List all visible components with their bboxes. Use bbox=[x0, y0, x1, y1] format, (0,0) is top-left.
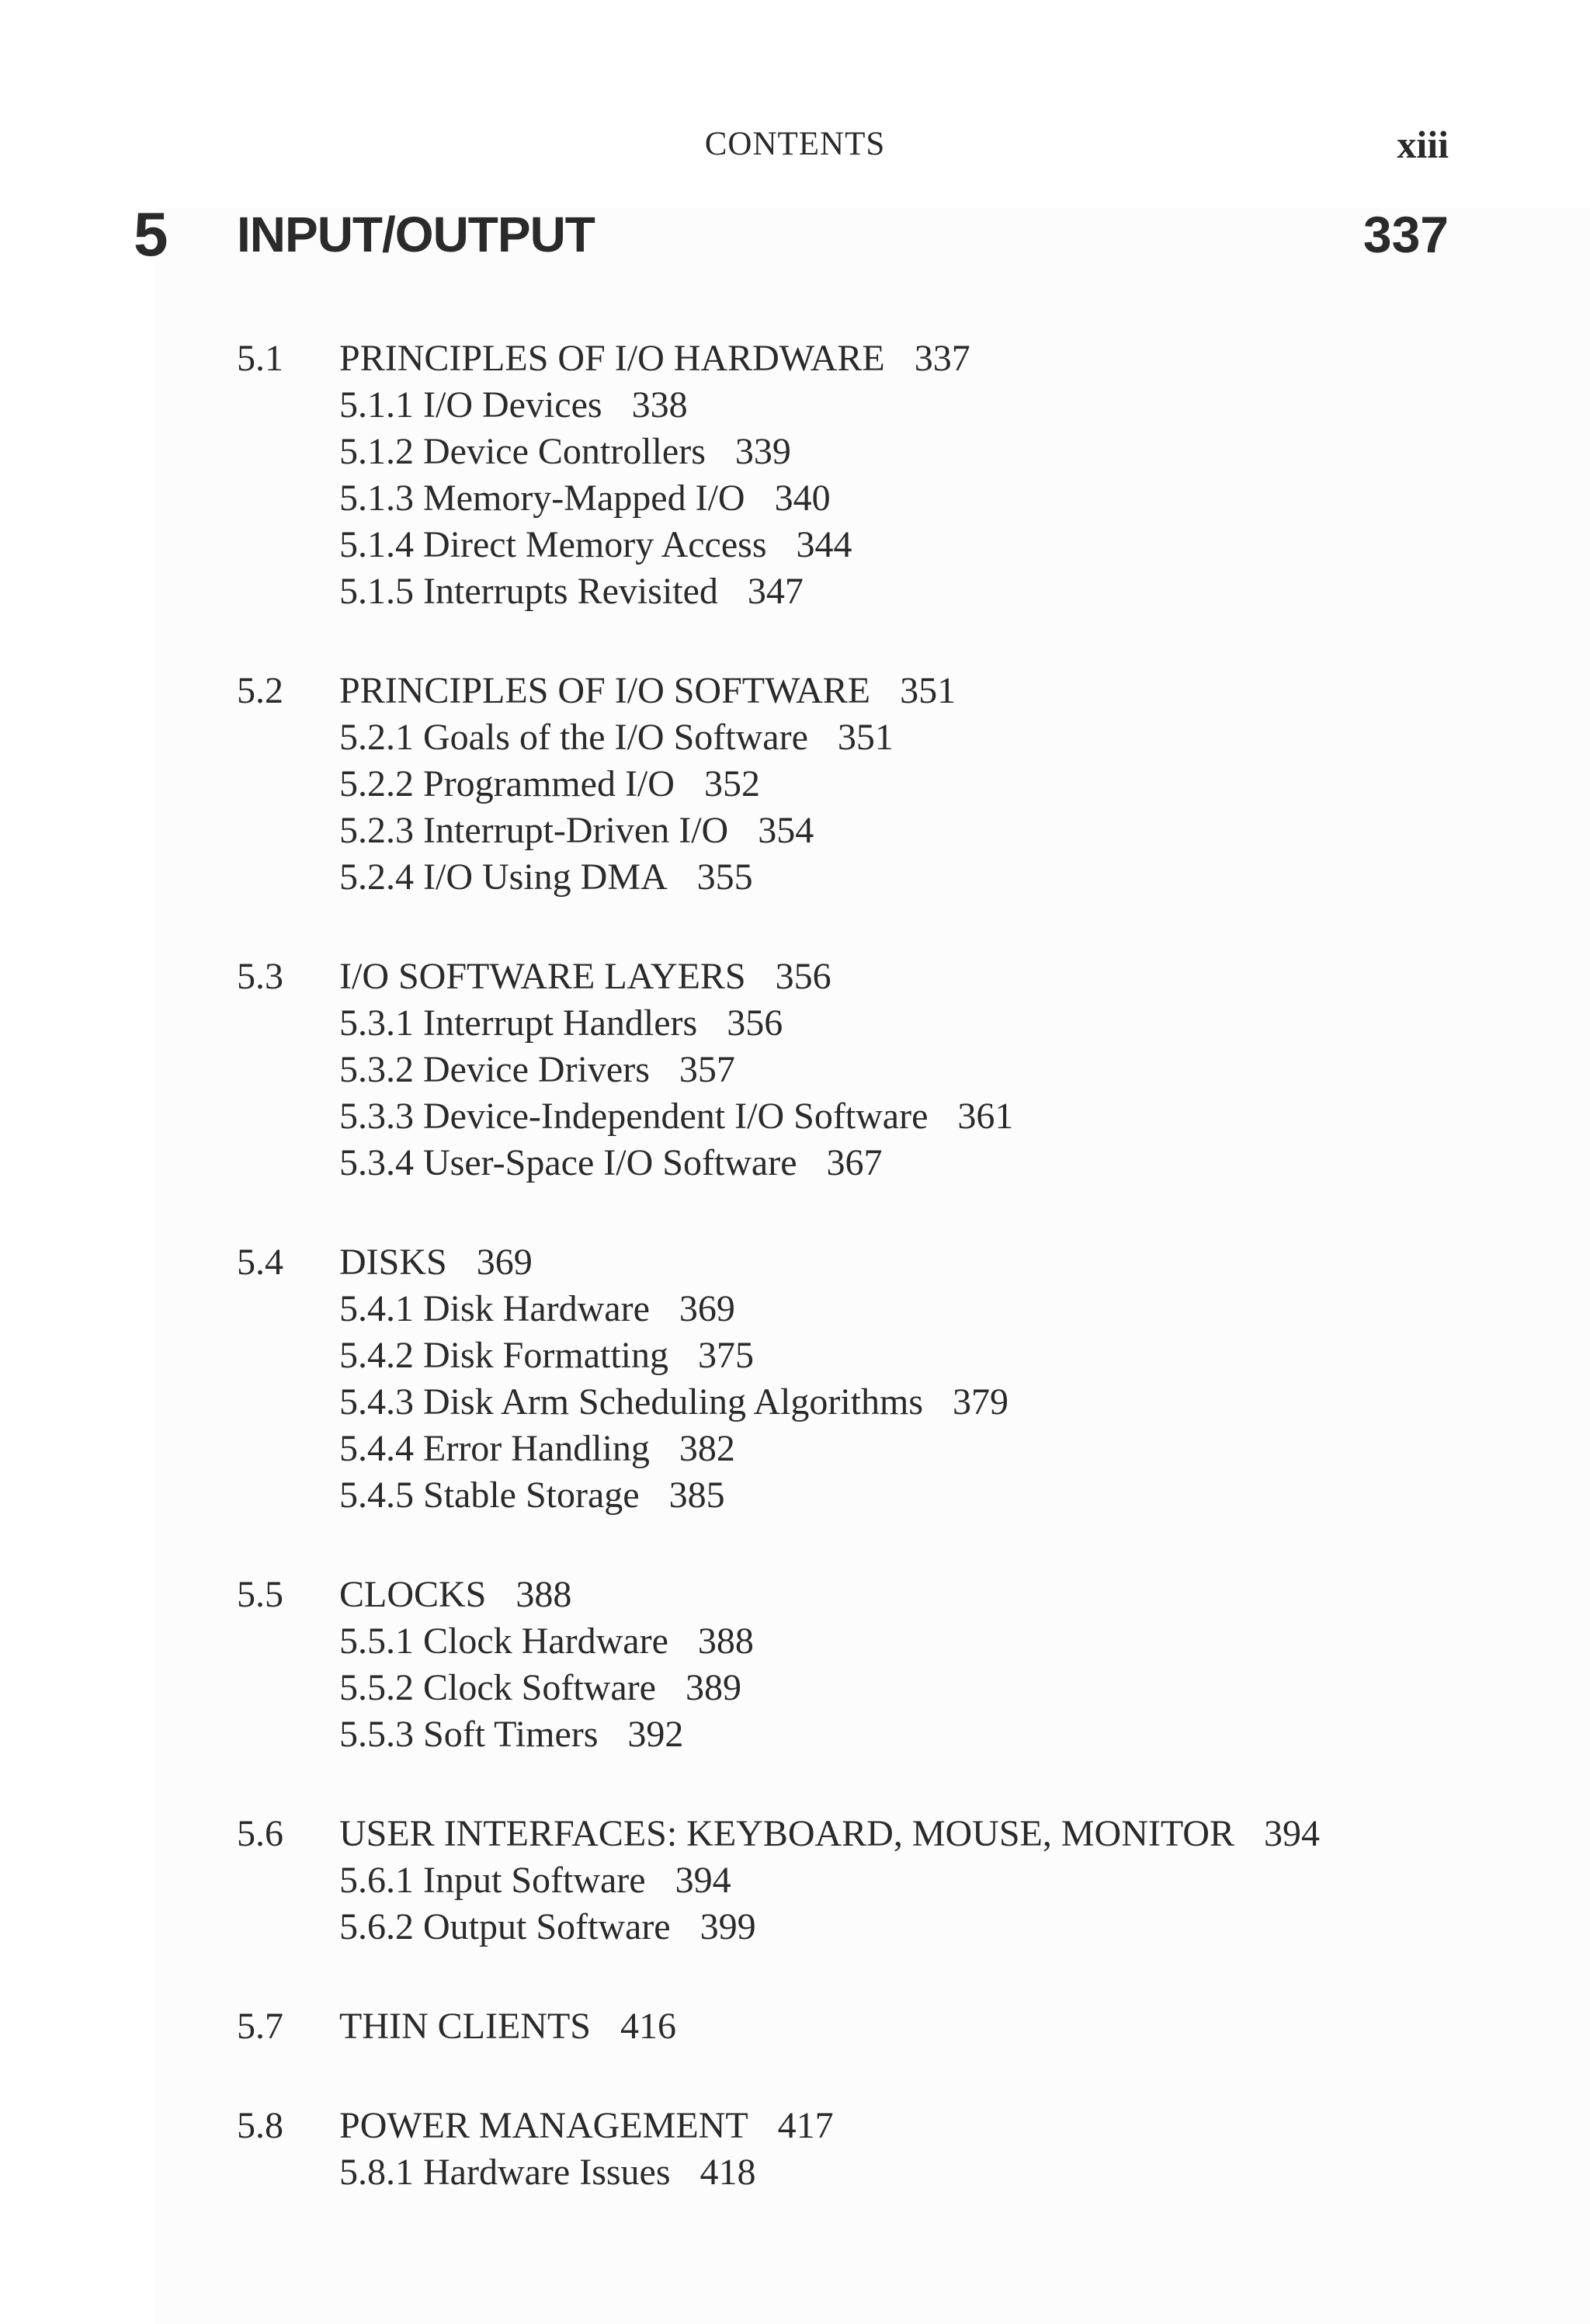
toc-section bbox=[0, 2003, 1590, 2050]
toc-subsection bbox=[0, 1379, 1590, 1426]
toc-section-page: 369 bbox=[476, 1242, 533, 1283]
toc-subsection-entry bbox=[339, 1857, 731, 1904]
toc-section-heading bbox=[0, 335, 1590, 382]
toc-subsection-entry bbox=[339, 1000, 783, 1047]
toc-subsection-entry bbox=[339, 808, 814, 854]
toc-section-number: 5.5 bbox=[237, 1574, 283, 1615]
toc-section-title: CLOCKS bbox=[339, 1574, 487, 1615]
toc-section-page: 356 bbox=[775, 956, 831, 997]
toc-subsection-page: 389 bbox=[685, 1667, 741, 1708]
toc-section-number: 5.8 bbox=[237, 2105, 283, 2146]
toc-section-page: 388 bbox=[516, 1574, 572, 1615]
toc-subsection-title: 5.1.3 Memory-Mapped I/O bbox=[339, 478, 745, 519]
toc-subsection-entry bbox=[339, 854, 753, 901]
toc-section-page: 417 bbox=[777, 2105, 834, 2146]
toc-section bbox=[0, 1811, 1590, 1951]
toc-section-number: 5.4 bbox=[237, 1242, 283, 1283]
toc-subsection-title: 5.2.1 Goals of the I/O Software bbox=[339, 717, 808, 758]
toc-subsection-entry bbox=[339, 568, 804, 615]
toc-subsection bbox=[0, 475, 1590, 522]
toc-subsection bbox=[0, 1711, 1590, 1758]
toc-subsection-title: 5.2.3 Interrupt-Driven I/O bbox=[339, 810, 729, 851]
toc-subsection bbox=[0, 429, 1590, 475]
toc-subsection bbox=[0, 1857, 1590, 1904]
toc-subsection-page: 354 bbox=[758, 810, 814, 851]
toc-subsection bbox=[0, 1286, 1590, 1332]
toc-section-number: 5.6 bbox=[237, 1813, 283, 1854]
toc-subsection-title: 5.8.1 Hardware Issues bbox=[339, 2152, 671, 2193]
toc-subsection bbox=[0, 1472, 1590, 1519]
toc-subsection bbox=[0, 1140, 1590, 1186]
toc-subsection-title: 5.4.4 Error Handling bbox=[339, 1428, 650, 1469]
toc-subsection bbox=[0, 808, 1590, 854]
toc-subsection-page: 375 bbox=[698, 1335, 755, 1376]
toc-subsection-title: 5.2.4 I/O Using DMA bbox=[339, 856, 668, 898]
toc-section bbox=[0, 2103, 1590, 2196]
toc-section-heading bbox=[0, 2103, 1590, 2149]
toc-section-heading bbox=[0, 954, 1590, 1000]
toc-subsection-page: 367 bbox=[826, 1142, 883, 1183]
toc-subsection-page: 351 bbox=[837, 717, 894, 758]
toc-subsection-page: 352 bbox=[703, 763, 760, 804]
toc-subsection-title: 5.5.3 Soft Timers bbox=[339, 1714, 599, 1755]
toc-subsection-title: 5.4.1 Disk Hardware bbox=[339, 1288, 650, 1329]
toc-subsection-page: 339 bbox=[734, 431, 791, 472]
toc-subsection-title: 5.6.2 Output Software bbox=[339, 1906, 671, 1947]
toc-subsection-entry bbox=[339, 1332, 754, 1379]
chapter-page-number: 337 bbox=[1363, 206, 1449, 263]
toc-section-entry bbox=[339, 954, 831, 1000]
toc-subsection bbox=[0, 1332, 1590, 1379]
toc-subsection-page: 388 bbox=[697, 1621, 754, 1662]
toc-section-entry bbox=[339, 1239, 533, 1286]
toc-section-entry bbox=[339, 668, 956, 714]
toc-subsection-page: 355 bbox=[696, 856, 753, 898]
toc-subsection bbox=[0, 761, 1590, 808]
toc-subsection-entry bbox=[339, 1711, 683, 1758]
toc-section-heading bbox=[0, 1572, 1590, 1618]
toc-subsection bbox=[0, 2149, 1590, 2196]
toc-section-number: 5.1 bbox=[237, 338, 283, 379]
toc-section bbox=[0, 1572, 1590, 1758]
toc-section-title: USER INTERFACES: KEYBOARD, MOUSE, MONITOR bbox=[339, 1813, 1234, 1854]
toc-subsection-title: 5.3.4 User-Space I/O Software bbox=[339, 1142, 797, 1183]
toc-section-page: 416 bbox=[620, 2006, 676, 2047]
toc-subsection-page: 338 bbox=[631, 384, 688, 426]
toc-section-title: POWER MANAGEMENT bbox=[339, 2105, 748, 2146]
toc-section-heading bbox=[0, 1811, 1590, 1857]
running-header-page-number: xiii bbox=[1397, 123, 1449, 166]
toc-section-number: 5.7 bbox=[237, 2006, 283, 2047]
toc-subsection bbox=[0, 1000, 1590, 1047]
toc-section-page: 351 bbox=[900, 670, 956, 711]
chapter-number: 5 bbox=[134, 200, 168, 269]
toc-subsection-page: 399 bbox=[700, 1906, 756, 1947]
toc-subsection-entry bbox=[339, 1286, 735, 1332]
toc-subsection bbox=[0, 714, 1590, 761]
toc-subsection-title: 5.1.5 Interrupts Revisited bbox=[339, 571, 718, 612]
toc-subsection-page: 379 bbox=[953, 1381, 1009, 1423]
toc-subsection bbox=[0, 1047, 1590, 1093]
chapter-title: INPUT/OUTPUT bbox=[237, 207, 595, 262]
toc-section-entry bbox=[339, 1572, 571, 1618]
toc-subsection-entry bbox=[339, 1665, 741, 1711]
toc-section-title: THIN CLIENTS bbox=[339, 2006, 591, 2047]
toc-section-number: 5.3 bbox=[237, 956, 283, 997]
toc-subsection-title: 5.3.1 Interrupt Handlers bbox=[339, 1002, 698, 1044]
toc-subsection-title: 5.5.1 Clock Hardware bbox=[339, 1621, 668, 1662]
toc-subsection-page: 347 bbox=[747, 571, 804, 612]
toc-subsection-title: 5.1.1 I/O Devices bbox=[339, 384, 602, 426]
toc-section-title: PRINCIPLES OF I/O HARDWARE bbox=[339, 338, 885, 379]
toc-subsection-title: 5.3.3 Device-Independent I/O Software bbox=[339, 1096, 929, 1137]
toc-subsection-entry bbox=[339, 1379, 1009, 1426]
toc-section-title: PRINCIPLES OF I/O SOFTWARE bbox=[339, 670, 871, 711]
toc-subsection-page: 394 bbox=[675, 1860, 731, 1901]
toc-subsection-entry bbox=[339, 714, 894, 761]
toc-subsection-entry bbox=[339, 1472, 725, 1519]
toc-subsection-page: 418 bbox=[700, 2152, 756, 2193]
toc-subsection-entry bbox=[339, 475, 831, 522]
toc-subsection-title: 5.2.2 Programmed I/O bbox=[339, 763, 675, 804]
toc-subsection-entry bbox=[339, 1140, 883, 1186]
toc-subsection-title: 5.4.5 Stable Storage bbox=[339, 1475, 640, 1516]
toc-section-page: 337 bbox=[914, 338, 970, 379]
toc-subsection-page: 369 bbox=[679, 1288, 735, 1329]
toc-subsection-title: 5.5.2 Clock Software bbox=[339, 1667, 656, 1708]
toc-subsection bbox=[0, 522, 1590, 568]
toc-subsection-title: 5.1.2 Device Controllers bbox=[339, 431, 706, 472]
toc-section-entry bbox=[339, 2003, 676, 2050]
toc-section-page: 394 bbox=[1263, 1813, 1320, 1854]
toc-subsection-entry bbox=[339, 429, 791, 475]
toc-subsection-entry bbox=[339, 1047, 735, 1093]
toc-subsection bbox=[0, 1618, 1590, 1665]
running-header-title: CONTENTS bbox=[704, 126, 886, 162]
toc-subsection-entry bbox=[339, 522, 852, 568]
toc-subsection-entry bbox=[339, 1904, 756, 1951]
toc-subsection-title: 5.4.2 Disk Formatting bbox=[339, 1335, 669, 1376]
toc-section bbox=[0, 668, 1590, 901]
toc-section-heading bbox=[0, 1239, 1590, 1286]
toc-section-entry bbox=[339, 335, 970, 382]
toc-subsection-page: 392 bbox=[627, 1714, 684, 1755]
toc-subsection-entry bbox=[339, 382, 688, 429]
toc-section-heading bbox=[0, 668, 1590, 714]
toc-subsection-entry bbox=[339, 761, 760, 808]
toc-subsection bbox=[0, 854, 1590, 901]
toc-section bbox=[0, 335, 1590, 615]
toc-subsection bbox=[0, 568, 1590, 615]
toc-subsection bbox=[0, 382, 1590, 429]
toc-section bbox=[0, 954, 1590, 1186]
toc-section-title: I/O SOFTWARE LAYERS bbox=[339, 956, 746, 997]
toc-subsection-entry bbox=[339, 1426, 735, 1472]
toc-subsection-page: 385 bbox=[668, 1475, 725, 1516]
toc-subsection-title: 5.1.4 Direct Memory Access bbox=[339, 524, 767, 565]
toc-subsection-title: 5.4.3 Disk Arm Scheduling Algorithms bbox=[339, 1381, 924, 1423]
toc-subsection-title: 5.6.1 Input Software bbox=[339, 1860, 646, 1901]
toc-section-number: 5.2 bbox=[237, 670, 283, 711]
toc-subsection-page: 382 bbox=[679, 1428, 735, 1469]
toc-subsection-page: 361 bbox=[957, 1096, 1014, 1137]
toc-subsection bbox=[0, 1665, 1590, 1711]
toc-subsection-entry bbox=[339, 1618, 754, 1665]
running-header bbox=[0, 124, 1590, 171]
toc-section-title: DISKS bbox=[339, 1242, 447, 1283]
toc-subsection-page: 344 bbox=[796, 524, 852, 565]
toc-section-entry bbox=[339, 2103, 834, 2149]
toc-subsection-page: 356 bbox=[727, 1002, 783, 1044]
toc-subsection bbox=[0, 1426, 1590, 1472]
toc-subsection-entry bbox=[339, 2149, 756, 2196]
toc-subsection-page: 340 bbox=[774, 478, 831, 519]
toc-section-entry bbox=[339, 1811, 1320, 1857]
toc-subsection-entry bbox=[339, 1093, 1013, 1140]
toc-section bbox=[0, 1239, 1590, 1519]
toc-section-heading bbox=[0, 2003, 1590, 2050]
toc-subsection-page: 357 bbox=[679, 1049, 735, 1090]
toc-subsection-title: 5.3.2 Device Drivers bbox=[339, 1049, 650, 1090]
table-of-contents bbox=[0, 335, 1590, 2249]
toc-subsection bbox=[0, 1904, 1590, 1951]
toc-subsection bbox=[0, 1093, 1590, 1140]
